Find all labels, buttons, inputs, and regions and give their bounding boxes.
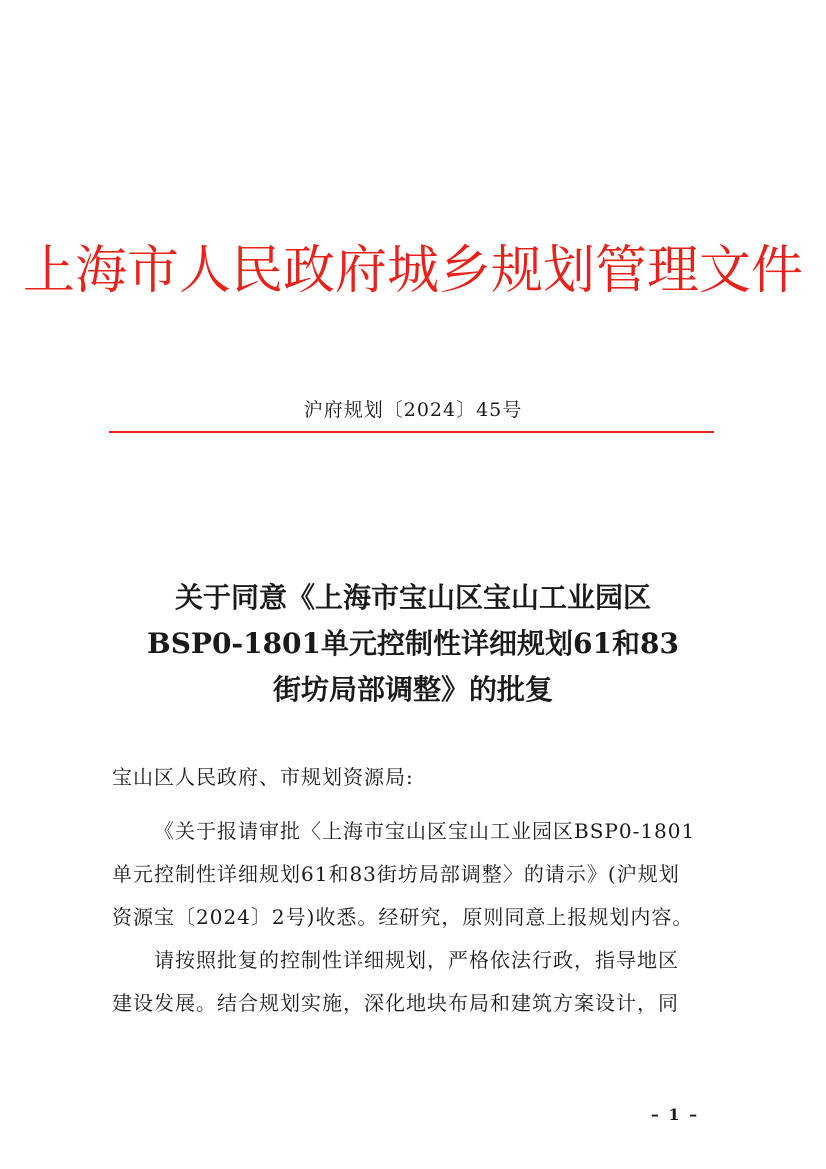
masthead-title: 上海市人民政府城乡规划管理文件 — [22, 241, 803, 301]
paragraph-2 — [112, 939, 716, 1025]
red-divider-line — [109, 431, 714, 433]
paragraph-1 — [112, 810, 716, 939]
document-number: 沪府规划〔2024〕45号 — [303, 399, 523, 421]
title-line-3: 街坊局部调整》的批复 — [272, 673, 553, 706]
paragraph-2-line-1: 请按照批复的控制性详细规划，严格依法行政，指导地区 — [154, 948, 679, 972]
title-line-1: 关于同意《上海市宝山区宝山工业园区 — [174, 581, 651, 614]
addressee: 宝山区人民政府、市规划资源局: — [112, 765, 414, 789]
document-title — [0, 575, 826, 713]
page-number: – 1 – — [650, 1105, 700, 1124]
paragraph-1-line-1: 《关于报请审批〈上海市宝山区宝山工业园区BSP0-1801 — [154, 819, 696, 843]
paragraph-1-line-3: 资源宝〔2024〕2号)收悉。经研究，原则同意上报规划内容。 — [112, 905, 694, 929]
paragraph-2-line-2: 建设发展。结合规划实施，深化地块布局和建筑方案设计，同 — [112, 991, 679, 1015]
paragraph-1-line-2: 单元控制性详细规划61和83街坊局部调整〉的请示》(沪规划 — [112, 862, 680, 886]
title-line-2: BSP0-1801单元控制性详细规划61和83 — [147, 627, 679, 660]
